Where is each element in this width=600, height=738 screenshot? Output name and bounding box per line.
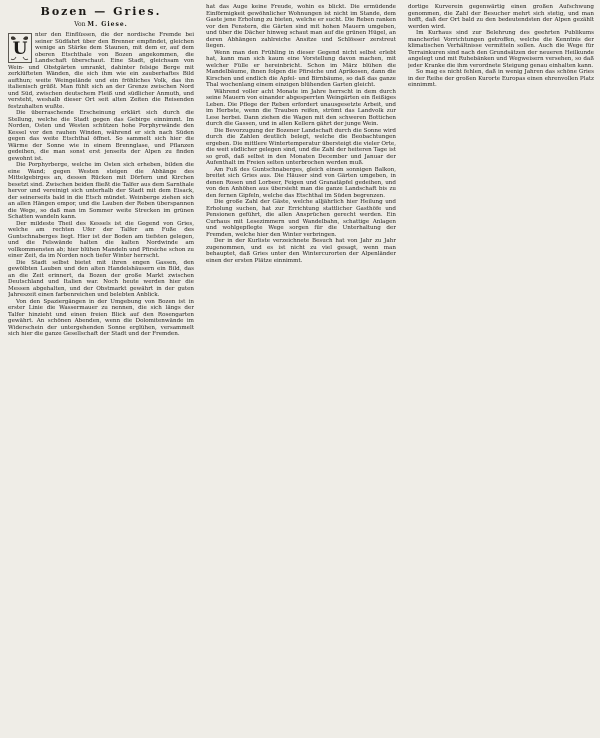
article-author: M. Giese. [87,21,128,28]
paragraph: Am Fuß des Guntschnaberges, gleich einem sonnigen Balkon, breitet sich Gries aus. Die Häuser sind von Gärten umgeben, in denen Rosen und Lorbeer, Feigen und Granatäpfel gedeihen, und von den Anhöhen aus übersieht man die ganze Landschaft bis zu den fernen Gipfeln, welche das Etschthal im Süden begrenzen. [206,166,396,199]
article-title: Bozen — Gries. [40,5,162,18]
paragraph: nter den Einflüssen, die der nordische Fremde bei seiner Südfahrt über den Brenner empfindet, gleichen wenige an Stärke dem Staunen, mit dem er, auf dem oberen Etschthale von Bozen angekommen, die Landschaft überschaut. Eine Stadt, gleichsam von Wein- und Obstgärten umrankt, dahinter felsige Berge mit zerklüfteten Wänden, die sich ihm wie ein zauberhaftes Bild aufthun; weite Weingelände und ein fröhliches Volk, das ihn italienisch grüßt. Man fühlt sich an der Grenze zwischen Nord und Süd, zwischen deutschem Fleiß und südlicher Anmuth, und versteht, weshalb dieser Ort seit alten Zeiten die Reisenden festzuhalten wußte. [8,32,194,110]
paragraph: Die Stadt selbst bietet mit ihren engen Gassen, den gewölbten Lauben und den alten Handelshäusern ein Bild, das an die Zeit erinnert, da Bozen der große Markt zwischen Deutschland und Italien war. Noch heute werden hier die Messen abgehalten, und der Obstmarkt gewährt in der guten Jahreszeit einen farbenreichen und belebten Anblick. [8,259,194,298]
paragraph: Der mildeste Theil des Kessels ist die Gegend von Gries, welche am rechten Ufer der Talfer am Fuße des Guntschnaberges liegt. Hier ist der Boden am tiefsten gelegen, und die Felswände halten die kalten Nordwinde am vollkommensten ab; hier blühen Mandeln und Pfirsiche schon zu einer Zeit, da im Norden noch tiefer Winter herrscht. [8,220,194,259]
paragraph: Die Porphyrberge, welche im Osten sich erheben, bilden die eine Wand; gegen Westen steigen die Abhänge des Mittelgebirges an, dessen Rücken mit Dörfern und Kirchen besetzt sind. Zwischen beiden fließt die Talfer aus dem Sarnthale hervor und vereinigt sich unterhalb der Stadt mit dem Eisack, der seinerseits bald in die Etsch mündet. Weinberge ziehen sich an allen Hängen empor, und die Lauben der Reben überspannen die Wege, so daß man im Sommer weite Strecken im grünen Schatten wandeln kann. [8,162,194,220]
column-2-text [206,4,396,264]
paragraph: Wenn man den Frühling in dieser Gegend nicht selbst erlebt hat, kann man sich kaum eine Vorstellung davon machen, mit welcher Fülle er hereinbricht. Schon im März blühen die Mandelbäume, ihnen folgen die Pfirsiche und Aprikosen, dann die Kirschen und endlich die Apfel- und Birnbäume, so daß das ganze Thal wochenlang einem einzigen blühenden Garten gleicht. [206,49,396,88]
paragraph: Von den Spaziergängen in der Umgebung von Bozen ist in erster Linie die Wassermauer zu nennen, die sich längs der Talfer hinzieht und einen freien Blick auf den Rosengarten gewährt. An schönen Abenden, wenn die Dolomitenwände im Widerschein der untergehenden Sonne erglühen, versammelt sich hier die ganze Gesellschaft der Stadt und der Fremden. [8,298,194,337]
paragraph: dortige Kurverein gegenwärtig einen großen Aufschwung genommen, die Zahl der Besucher mehrt sich stetig, und man hofft, daß der Ort bald zu den bedeutendsten der Alpen gezählt werden wird. [408,4,594,30]
column-3 [408,4,594,734]
column-2 [206,4,396,734]
column-1-text [8,32,194,338]
drop-cap-letter: U [12,39,28,59]
column-3-text [408,4,594,89]
paragraph: Die Bevorzugung der Bozener Landschaft durch die Sonne wird durch die Zahlen deutlich belegt, welche die Beobachtungen ergeben. Die mittlere Wintertemperatur übersteigt die vieler Orte, die weit südlicher gelegen sind, und die Zahl der heiteren Tage ist so groß, daß selbst in den Monaten December und Januar der Aufenthalt im Freien selten unterbrochen werden muß. [206,127,396,166]
drop-cap-ornament [8,33,32,63]
paragraph: Im Kurhaus sind zur Belehrung des geehrten Publikums mancherlei Vorrichtungen getroffen, welche die Kenntnis der klimatischen Verhältnisse vermitteln sollen. Auch die Wege für Terrainkuren sind nach den Grundsätzen der neueren Heilkunde angelegt und mit Ruhebänken und Wegweisern versehen, so daß jeder Kranke die ihm verordnete Steigung genau einhalten kann. [408,30,594,69]
paragraph: Während voller acht Monate im Jahre herrscht in dem durch seine Mauern von einander abgesperrten Weingärten ein fleißiges Leben. Die Pflege der Reben erfordert unausgesetzte Arbeit, und im Herbste, wenn die Trauben reifen, strömt das Landvolk zur Lese herbei. Dann ziehen die Wagen mit den schweren Bottichen durch die Gassen, und in allen Kellern gährt der junge Wein. [206,88,396,127]
paragraph: Die große Zahl der Gäste, welche alljährlich hier Heilung und Erholung suchen, hat zur Errichtung stattlicher Gasthöfe und Pensionen geführt, die allen Ansprüchen gerecht werden. Ein Curhaus mit Lesezimmern und Wandelbahn, schattige Anlagen und wohlgepflegte Wege sorgen für die Unterhaltung der Fremden, welche hier den Winter verbringen. [206,199,396,238]
article-byline [8,21,194,28]
column-1 [8,4,194,734]
paragraph: So mag es nicht fehlen, daß in wenig Jahren das schöne Gries in der Reihe der großen Kurorte Europas einen ehrenvollen Platz einnimmt. [408,69,594,88]
paragraph: Die überraschende Erscheinung erklärt sich durch die Stellung, welche die Stadt gegen das Gebirge einnimmt. Im Norden, Osten und Westen schützen hohe Porphyrwände den Kessel vor den rauhen Winden, während er sich nach Süden gegen das weite Etschthal öffnet. So sammelt sich hier die Wärme der Sonne wie in einem Brennglase, und Pflanzen gedeihen, die man sonst erst jenseits der Alpen zu finden gewohnt ist. [8,110,194,162]
paragraph: Der in der Kurliste verzeichnete Besuch hat von Jahr zu Jahr zugenommen, und es ist nicht zu viel gesagt, wenn man behauptet, daß Gries unter den Wintercurorten der Alpenländer einen der ersten Plätze einnimmt. [206,238,396,264]
paragraph: hat das Auge keine Freude, wohin es blickt. Die ermüdende Einförmigkeit gewöhnlicher Wohnungen ist nicht im Stande, dem Gaste jene Erholung zu bieten, welche er sucht. Die Reben ranken vor den Fenstern, die Gärten sind mit hohen Mauern umgeben, und über die Dächer hinweg schaut man auf die grünen Hügel, an deren Abhängen zahlreiche Ansitze und Schlösser zerstreut liegen. [206,4,396,49]
byline-prefix: Von [74,21,86,28]
